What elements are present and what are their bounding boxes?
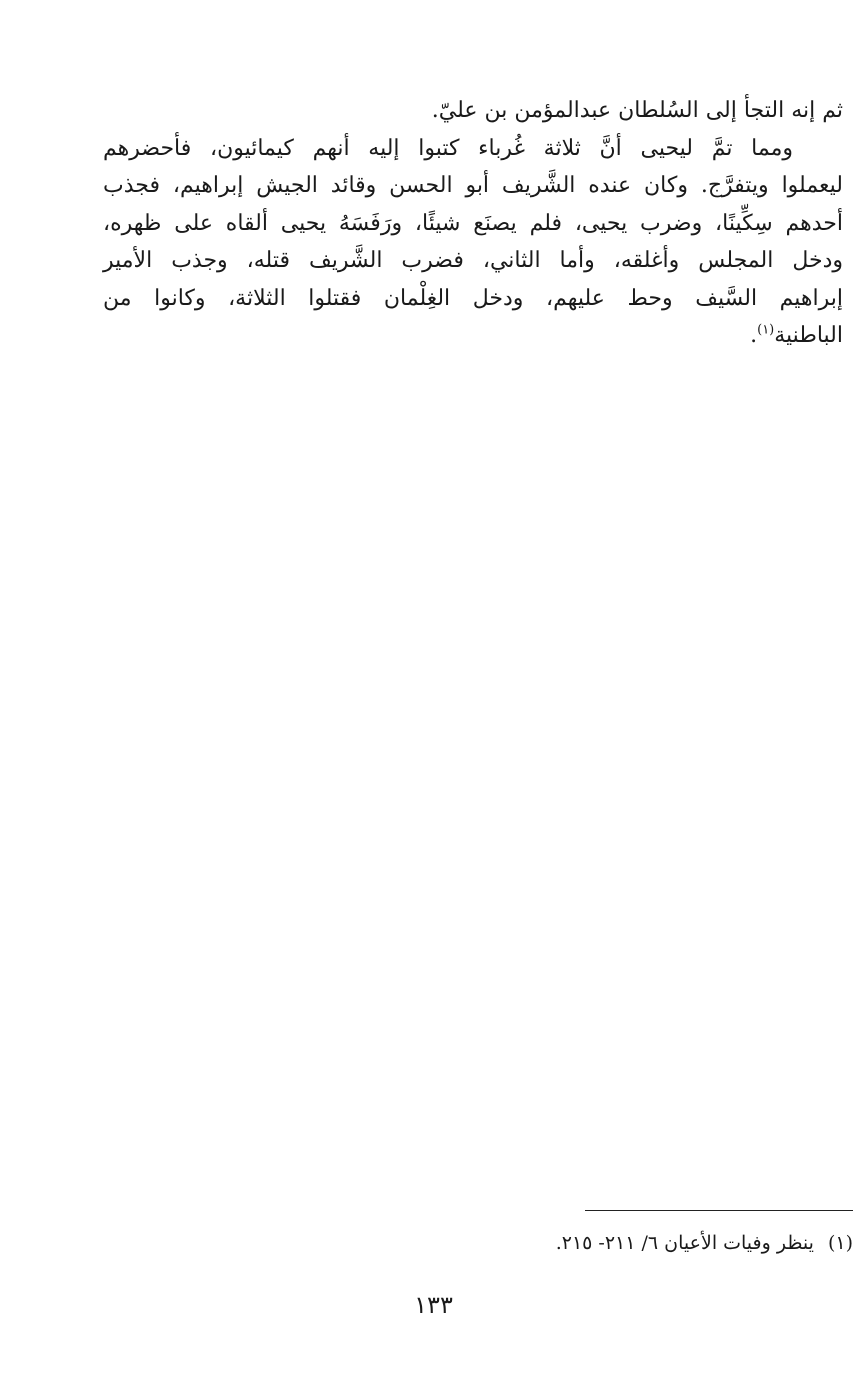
footnote-number: (١) — [827, 1232, 853, 1254]
text-line-6: إبراهيم السَّيف وحط عليهم، ودخل الغِلْمان فقتلوا الثلاثة، وكانوا من — [103, 285, 843, 311]
text-line-3: ليعملوا ويتفرَّج. وكان عنده الشَّريف أبو الحسن وقائد الجيش إبراهيم، فجذب — [103, 173, 843, 198]
text-line-4: أحدهم سِكِّينًا، وضرب يحيى، فلم يصنَع شيئًا، ورَفَسَهُ يحيى ألقاه على ظهره، — [103, 210, 843, 236]
text-line-7-word: الباطنية — [774, 323, 843, 348]
footnote-text: ينظر وفيات الأعيان ٦/ ٢١١- ٢١٥. — [555, 1232, 814, 1254]
text-line-5: ودخل المجلس وأغلقه، وأما الثاني، فضرب الشَّريف قتله، وجذب الأمير — [103, 248, 843, 273]
text-line-7 — [103, 317, 843, 355]
footnote — [556, 1228, 853, 1258]
text-line-1: ثم إنه التجأ إلى السُلطان عبدالمؤمن بن عليّ. — [431, 98, 843, 123]
footnote-divider — [585, 1210, 853, 1211]
footnote-reference: (١) — [757, 322, 775, 338]
page-number: ١٣٣ — [414, 1291, 453, 1319]
text-line-2: ومما تمَّ ليحيى أنَّ ثلاثة غُرباء كتبوا إليه أنهم كيمائيون، فأحضرهم — [103, 135, 793, 161]
text-line-7-period: . — [750, 323, 758, 348]
main-text-block — [103, 92, 843, 355]
